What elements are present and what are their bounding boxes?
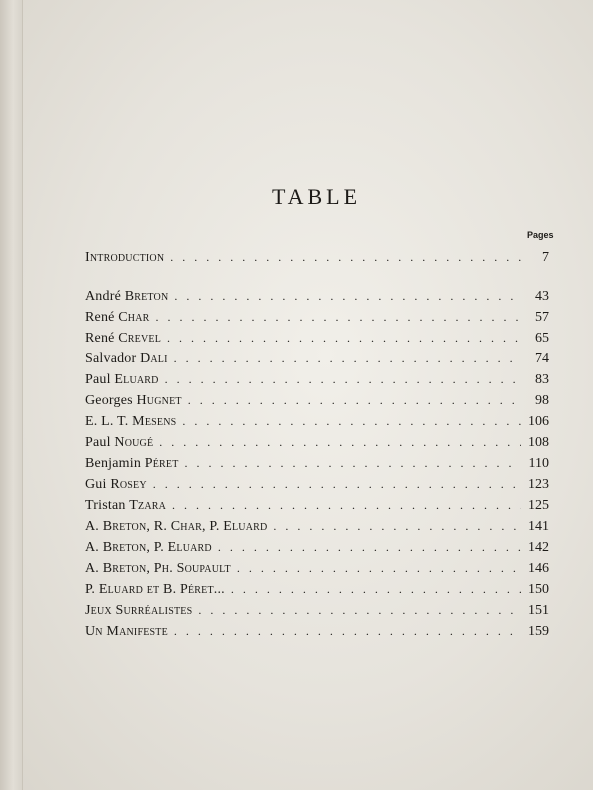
dot-leader bbox=[174, 348, 521, 368]
page-title: TABLE bbox=[271, 184, 362, 209]
toc-row bbox=[85, 516, 549, 536]
toc-page-number: 151 bbox=[528, 603, 549, 618]
toc-row bbox=[85, 411, 549, 431]
toc-entry-name: Jeux Surréalistes bbox=[85, 603, 193, 618]
toc-entry-name: Gui Rosey bbox=[85, 477, 147, 492]
toc-row bbox=[85, 495, 549, 515]
toc-page-number: 159 bbox=[528, 624, 549, 639]
toc-row bbox=[85, 537, 549, 557]
toc-entry-name: René Char bbox=[85, 310, 150, 325]
toc-entry-name: E. L. T. Mesens bbox=[85, 414, 177, 429]
toc-row bbox=[85, 307, 549, 327]
dot-leader bbox=[174, 286, 521, 306]
toc-page-number: 146 bbox=[528, 561, 549, 576]
toc-entry-name: A. Breton, Ph. Soupault bbox=[85, 561, 231, 576]
dot-leader bbox=[170, 247, 521, 267]
toc-row bbox=[85, 369, 549, 389]
dot-leader bbox=[165, 369, 521, 389]
dot-leader bbox=[237, 558, 521, 578]
toc-row-introduction bbox=[85, 247, 549, 267]
toc-entry-name: Salvador Dali bbox=[85, 351, 168, 366]
toc-row bbox=[85, 328, 549, 348]
toc-page-number: 98 bbox=[535, 393, 549, 408]
toc-page-number: 43 bbox=[535, 289, 549, 304]
toc-entry-name: Tristan Tzara bbox=[85, 498, 167, 513]
toc-entry-name: Paul Nougé bbox=[85, 435, 154, 450]
toc-row bbox=[85, 600, 549, 620]
toc-page-number: 57 bbox=[535, 310, 549, 325]
dot-leader bbox=[159, 432, 521, 452]
toc-page-number: 150 bbox=[528, 582, 549, 597]
page-gutter bbox=[0, 0, 23, 790]
toc-row bbox=[85, 621, 549, 641]
toc-page-number: 74 bbox=[535, 351, 549, 366]
toc-entry-name: A. Breton, R. Char, P. Eluard bbox=[85, 519, 268, 534]
toc-entry-name: Paul Eluard bbox=[85, 372, 159, 387]
dot-leader bbox=[273, 516, 521, 536]
toc-row bbox=[85, 286, 549, 306]
toc-row bbox=[85, 579, 549, 599]
toc-row bbox=[85, 558, 549, 578]
pages-column-label: Pages bbox=[527, 230, 554, 240]
dot-leader bbox=[167, 328, 521, 348]
toc-page-number: 141 bbox=[528, 519, 549, 534]
toc-entry-name: André Breton bbox=[85, 289, 169, 304]
toc-entry-name: Introduction bbox=[85, 250, 165, 265]
toc-page-number: 83 bbox=[535, 372, 549, 387]
toc-entry-name: Benjamin Péret bbox=[85, 456, 179, 471]
toc-page-number: 110 bbox=[528, 456, 549, 471]
dot-leader bbox=[198, 600, 521, 620]
toc-entry-name: Un Manifeste bbox=[85, 624, 168, 639]
toc-entry-name: René Crevel bbox=[85, 331, 162, 346]
dot-leader bbox=[182, 411, 521, 431]
dot-leader bbox=[153, 474, 521, 494]
toc-entry-name: A. Breton, P. Eluard bbox=[85, 540, 212, 555]
toc-page-number: 123 bbox=[528, 477, 549, 492]
toc-row bbox=[85, 453, 549, 473]
dot-leader bbox=[172, 495, 521, 515]
toc-entry-name: Georges Hugnet bbox=[85, 393, 182, 408]
dot-leader bbox=[231, 579, 521, 599]
dot-leader bbox=[218, 537, 521, 557]
toc-row bbox=[85, 474, 549, 494]
toc-page-number: 106 bbox=[528, 414, 549, 429]
toc-page-number: 142 bbox=[528, 540, 549, 555]
toc-entry-name: P. Eluard et B. Péret... bbox=[85, 582, 225, 597]
toc-page-number: 125 bbox=[528, 498, 549, 513]
dot-leader bbox=[174, 621, 521, 641]
toc-row bbox=[85, 348, 549, 368]
toc-page-number: 108 bbox=[528, 435, 549, 450]
toc-row bbox=[85, 390, 549, 410]
toc-row bbox=[85, 432, 549, 452]
dot-leader bbox=[156, 307, 521, 327]
toc-page-number: 7 bbox=[542, 250, 549, 265]
dot-leader bbox=[185, 453, 521, 473]
toc-page-number: 65 bbox=[535, 331, 549, 346]
dot-leader bbox=[188, 390, 521, 410]
